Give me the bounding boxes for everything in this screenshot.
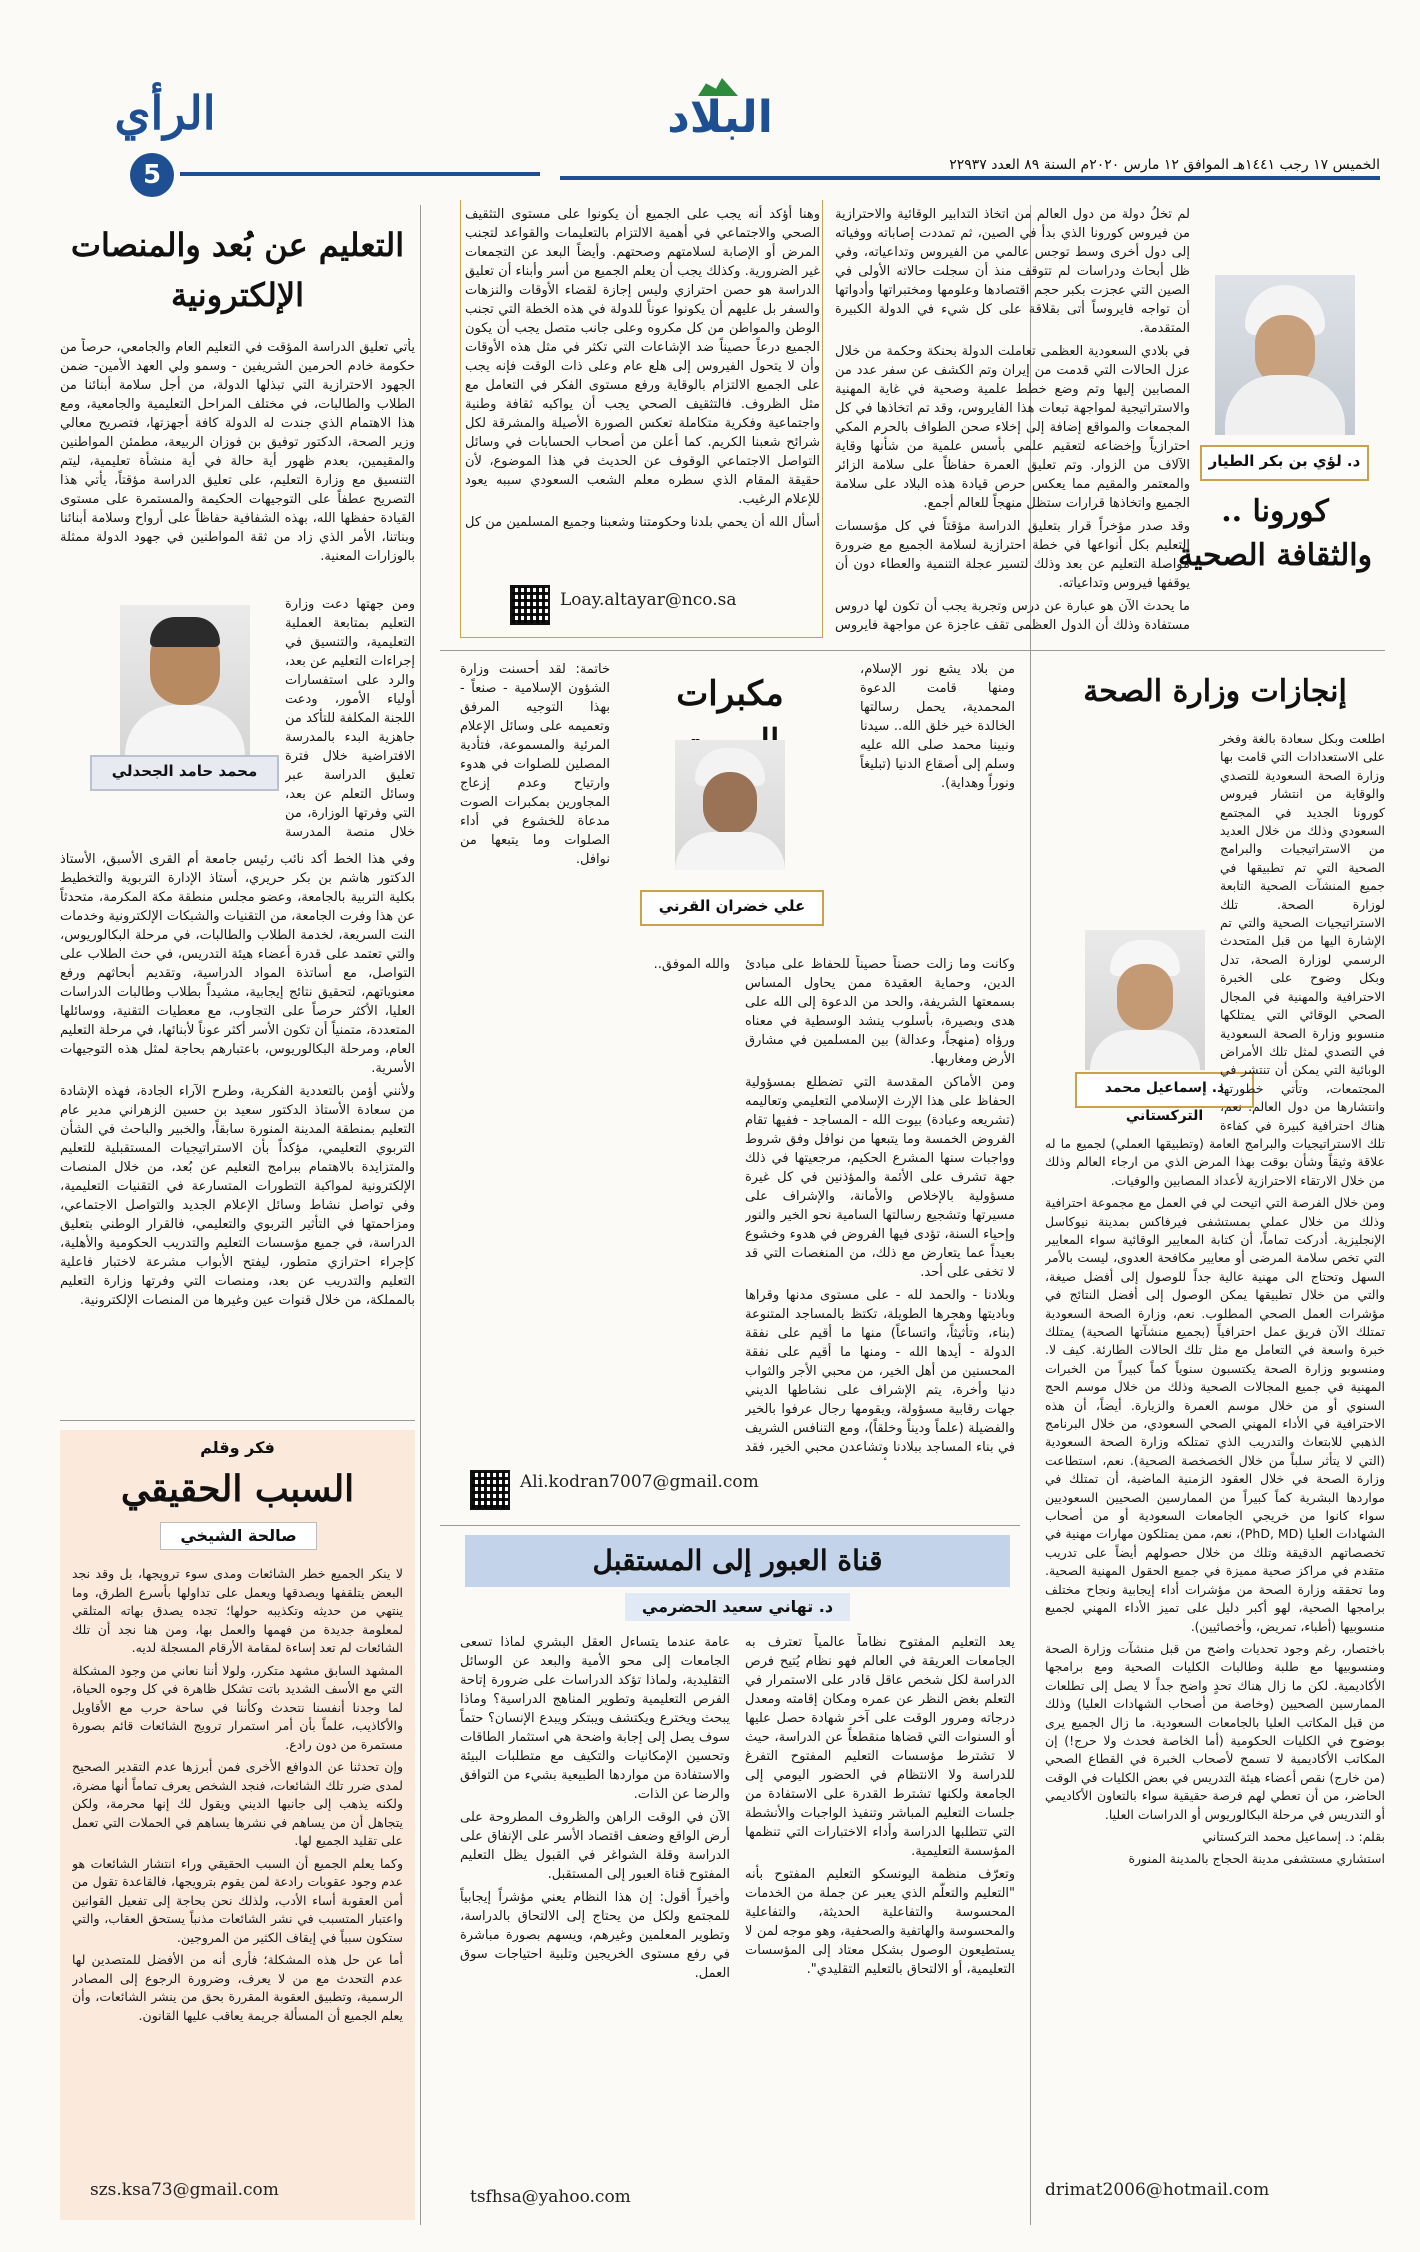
author-name: علي خضران القرني — [640, 890, 824, 926]
author-name: د. لؤي بن بكر الطيار — [1200, 445, 1369, 481]
article-body: يأتي تعليق الدراسة المؤقت في التعليم العام والجامعي، حرصاً من حكومة خادم الحرمين الشريفين - وسمو ولي العهد الأمين- ضمن الجهود الاحترازية التي تبذلها الدولة، من أجل سلامة أبنائنا من الطلاب والطالبات، في مختلف المراحل التعليمية والجامعية، ومع هذا الاهتمام الذي جندت له الدولة كافة أجهزتها، فتصريح معالي وزير الصحة، الدكتور توفيق بن فوزان الربيعة، مطمئن المواطنين والمقيمين، بعدم ظهور أية حالة في أية منشأة تعليمية، ليتم التنسيق مع وزارة التعليم، على تعليق الدراسة مؤقتاً، يأتي هذا التصريح عطفاً على التوجيهات الحكيمة والمستمرة على مستوى القيادة حفظها الله، بهذه الشفافية حفاظاً على أرواح وسلامة أبنائنا وبناتنا، الأمر الذي زاد من ثقة المواطنين في جهود الدولة ممثلة بالوزارات المعنية. — [60, 340, 415, 564]
author-photo — [120, 605, 250, 755]
author-email[interactable]: Loay.altayar@nco.sa — [560, 590, 737, 610]
author-photo — [675, 740, 785, 870]
column-divider — [420, 205, 421, 2225]
article-body: ومن جهتها دعت وزارة التعليم بمتابعة العملية التعليمية، والتنسيق في إجراءات التعليم عن بعد، والرد على استفسارات أولياء الأمور، ودعت اللجنة المكلفة للتأكد من جاهزية البدء بالمدرسة الافتراضية خلال فترة تعليق الدراسة عبر وسائل التعلم عن بعد، التي وفرتها الوزارة، من خلال منصة المدرسة — [285, 597, 415, 840]
article-body: وهنا أؤكد أنه يجب على الجميع أن يكونوا على مستوى التثقيف الصحي والاجتماعي في أهمية الالتزام بالتعليمات والقواعد لتجنب المرض أو الإصابة لسلامتهم وصحتهم. وأيضاً البعد عن التجمعات غير الضرورية. وكذلك يجب أن يعلم الجميع من أسر وأبناء أن تعليق الدراسة هو حصن احترازي وليس إجازة لقضاء الأوقات والنزهات والسفر بل عليهم أن يكونوا عوناً للدولة في هذه الخطة التي تجنب الوطن والمواطن من كل مكروه وعلى جانب متصل يجب أن يكون الجميع درعاً حصيناً ضد الإشاعات التي تكثر في مثل هذه الأوقات وأن لا يتحول الفيروس إلى هلع عام وعلى ذات الوقت فإنه يجب على الجميع الالتزام بالوقاية ورفع مستوى الفكر في التعامل مع مثل الظروف. فالتثقيف الصحي يجب أن يواكبه ثقافة وطنية واجتماعية وفكرية متكاملة تعكس الصورة الأصيلة والمشرقة لكل شرائح شعبنا الكريم. كما أعلن من أصحاب الحسابات في وسائل التواصل الاجتماعي الوقوف عن الحديث في هذا الموضوع، لأن حقيقة المقام الذي سطره معلم الشعب السعودي سببه يعود للإعلام الرغيب. أسأل الله أن يحمي بلدنا وحكومتنا وشعبنا وجميع المسلمين من كل — [465, 207, 820, 530]
author-name: د. إسماعيل محمد التركستاني — [1075, 1072, 1254, 1108]
article-loudspeakers — [460, 660, 1015, 1510]
dateline-bar — [40, 154, 1380, 178]
author-email[interactable]: szs.ksa73@gmail.com — [90, 2180, 279, 2200]
article-body: يعد التعليم المفتوح نظاماً عالمياً تعترف به الجامعات العريقة في العالم فهو نظام يُتيح فرص الدراسة لكل شخص عاقل قادر على الاستمرار في التعلم بغض النظر عن عمره ومكان إقامته ومعدل درجاته ومرور الوقت على آخر شهادة حصل عليها أو السنوات التي قضاها منقطعاً عن الدراسة، حيث لا تشترط مؤسسات التعليم المفتوح التفرغ للدراسة ولا الانتظام في الحضور اليومي إلى الجامعة ولكنها تشترط القدرة على الاستفادة من جلسات التعليم المباشر وتنفيذ الواجبات والأنشطة التي تتطلبها الدراسة وأداء الاختبارات التي تنظمها المؤسسة التعليمية. وتعرّف منظمة اليونسكو التعليم المفتوح بأنه "التعليم والتعلّم الذي يعبر عن جملة من الخدمات المحسوسة والتفاعلية الحديثة، والتفاعلية والمحسوسة والهاتفية والصحفية، وهو موجه لمن لا يستطيعون الوصول بشكل معتاد إلى المؤسسات التعليمية، أو الالتحاق بالتعليم التقليدي". — [745, 1635, 1015, 1977]
article-title: مكبرات — [676, 674, 784, 714]
article-body: عامة عندما يتساءل العقل البشري لماذا تسعى الجامعات إلى محو الأمية والبعد عن الوسائل التقليدية، ولماذا تؤكد الدراسات على ضرورة إتاحة الفرص التعليمية وتطوير المناهج الدراسية؟ وماذا يبحث ويخترع ويكتشف ويبتكر ويبدع الإنسان؟ حتماً سوف يصل إلى إجابة واضحة هي استثمار الطاقات وتحسين الإمكانيات والتكيف مع متطلبات البيئة والاستفادة من مواردها الطبيعية بشيء من التوافق والرضا عن الذات. الآن في الوقت الراهن والظروف المطروحة على أرض الواقع وضعف اقتصاد الأسر على الإنفاق على الدراسة وقلة الشواغر في القبول يظل التعليم المفتوح قناة العبور إلى المستقبل. وأخيراً أقول: إن هذا النظام يعني مؤشراً إيجابياً للمجتمع ولكل من يحتاج إلى الالتحاق بالدراسة، وتطوير المعلمين وغيرهم، ويسهم بصورة مباشرة في رفع مستوى الخريجين وتلبية احتياجات سوق العمل. — [460, 1635, 730, 1981]
masthead — [40, 58, 1380, 188]
article-open-learning — [460, 1535, 1015, 2225]
section-rule — [440, 650, 1385, 651]
author-email[interactable]: Ali.kodran7007@gmail.com — [520, 1472, 759, 1492]
author-name: صالحة الشيخي — [160, 1522, 317, 1550]
article-title: السبب الحقيقي — [120, 1468, 355, 1510]
article-body: لم تخلُ دولة من دول العالم من اتخاذ التدابير الوقائية والاحترازية من فيروس كورونا الذي بدأ في الصين، ثم تمددت إصاباته ووفياته إلى دول أخرى وسط توجس عالمي من الفيروس وتداعياته، وفي ظل أبحاث ودراسات لم تتوقف منذ أن سجلت حالاته الأولى في الصين التي عجزت بكبر حجم اقتصادها وعلومها ومختبراتها وأدواتها أن تواجه فايروساً أتى بقلاقة على كل شيء في الدولة الكبيرة المتقدمة. في بلادي السعودية العظمى تعاملت الدولة بحنكة وحكمة من خلال عزل الحالات التي قدمت من إيران وتم الكشف عن سفر عدد من المصابين إليها وتم وضع خطط علمية وصحية في غاية المهنية والاستراتيجية لمواجهة تبعات هذا الفايروس، وقد تم اتخاذها في كل المجمعات والمواقع إضافة إلى إخلاء صحن الطواف بالحرم المكي احترازياً وإخضاعه لتعقيم علمي بأسس علمية من شأنها وقاية الآلاف من الزوار. وتم تعليق العمرة حفاظاً على سلامة الزائر والمعتمر والمقيم مما يعكس حرص قيادة هذه البلاد على سلامة الجميع واتخاذها قرارات ستظل منهجاً للعالم أجمع. وقد صدر مؤخراً قرار بتعليق الدراسة مؤقتاً في كل مؤسسات التعليم بكل أنواعها في خطة احترازية لسلامة الجميع مع ضرورة مواصلة التعليم عن بعد وذلك لتسير عجلة التنمية والعطاء دون أن يوقفها فيروس وتداعياته. ما يحدث الآن هو عبارة عن درس وتجربة يجب أن تكون لها دروس مستفادة وذلك أن الدول العظمى تقف عاجزة عن مواجهة فايروس — [835, 207, 1190, 633]
article-distance-learning — [60, 210, 415, 1410]
section-rule — [440, 1525, 1020, 1526]
author-name: محمد حامد الجحدلي — [90, 755, 279, 791]
article-body: وكانت وما زالت حصناً حصيناً للحفاظ على مبادئ الدين، وحماية العقيدة ممن يحاول المساس بسمعتها الشريفة، والحد من الدعوة إلى الله على هدى وبصيرة، بأسلوب ينشد الوسطية في معناه ورؤاه (منهجاً، وعدالة) بين المسلمين في مشارق الأرض ومغاربها. ومن الأماكن المقدسة التي تضطلع بمسؤولية الحفاظ على هذا الإرث الإسلامي التعليمي وتعاليمه (تشريعه وعبادة) بيوت الله - المساجد - ففيها تقام الفروض الخمسة وما يتبعها من نوافل وفق شروط وواجبات سنها المشرع الحكيم، مرجعيتها في ذلك جهة تشرف على الأئمة والمؤذنين في كل غيرة مسؤولية بالإخلاص والأمانة، والإشراف على مسيرتها وتشجيع رسالتها السامية نحو الخير والنور وإحياء السنة، تؤدى فيها الفروض في هدوء وخشوع بعيداً عما يتعارض مع ذلك، من المنغصات التي قد لا تخفى على أحد. وبلادنا - والحمد لله - على مستوى مدنها وقراها وباديتها وهجرها الطويلة، تكتظ بالمساجد المتنوعة (بناء، وتأثيثاً، واتساعاً) منها ما أقيم على نفقة الدولة - أيدها الله - ومنها ما أقيم على نفقة المحسنين من أهل الخير، من محبي الأجر والثواب دنيا وأخرة، يتم الإشراف على نشاطها الديني جهات رقابية مسؤولة، ويقومها رجال عرفوا بالخير والفضيلة (علماً وديناً وخلقاً)، ومع التنافس الشريف في بناء المساجد ببلادنا وتشاعدن محبي الخير، فقد — [745, 957, 1015, 1455]
article-title: قناة العبور إلى المستقبل — [465, 1535, 1010, 1587]
article-corona — [465, 205, 1385, 635]
article-body: خاتمة: لقد أحسنت وزارة الشؤون الإسلامية - صنعاً - بهذا التوجيه المرفق وتعميمه على وسائل الإعلام المرئية والمسموعة، فتأدية المصلين للصلوات في هدوء وارتياح وعدم إزعاج المجاورين بمكبرات الصوت مدعاة للخشوع في أداء الصلوات وما يتبعها من نوافل. — [460, 662, 610, 867]
qr-code[interactable] — [470, 1470, 510, 1510]
section-title: الرأي — [114, 86, 216, 140]
author-photo — [1215, 275, 1355, 435]
article-body: لا ينكر الجميع خطر الشائعات ومدى سوء ترويجها، بل وقد نجد البعض يتلقفها ويصدقها ويعمل على تداولها بأسرع الطرق، وما ينتهي من حديثه وتكذيبه حولها؛ تجده يصدق بهاته المتلقي لمعلومة جديدة من فهمها والعمل بها، ومن هنا نجد أن تلك الشائعات لم تعد إساءة لمقامة الأرقام المسجلة لديه. المشهد السابق مشهد متكرر، ولولا أننا نعاني من وجود المشكلة التي مع الأسف الشديد باتت تشكل ظاهرة في كل وجوه الحياة، لما وجدنا أنفسنا نتحدث وكأننا في ساحة حرب مع الأقاويل والأكاذيب، علماً بأن أمر استمرار ترويج الشائعات قائم بصورة مستمرة من دون رادع. وإن تحدثنا عن الدوافع الأخرى فمن أبرزها عدم التقدير الصحيح لمدى ضرر تلك الشائعات، فنجد الشخص يعرف تماماً أنها مضرة، ولكنه يذهب إلى جانبها الديني ويقول لك إنها محرمة، ولكن يتجاهل أن من يساهم في نشرها يساهم في الحملات التي تعمل على تقليد الجميع لها. وكما يعلم الجميع أن السبب الحقيقي وراء انتشار الشائعات هو عدم وجود عقوبات رادعة لمن يقوم بترويجها، فالقاعدة تقول من أمن العقوبة أساء الأدب، ولذلك نحن بحاجة إلى تفعيل القوانين واعتبار المتسبب في نشر الشائعات مذنباً يستحق العقاب، والتي ستكون سبباً في إيقاف الكثير من المروجين. أما عن حل هذه المشكلة؛ فأرى أنه من الأفضل للمتصدين لها عدم التحدث مع من لا يعرف، وضرورة الرجوع إلى المصادر الرسمية، وتطبيق العقوبة المقررة بحق من ينشر الشائعات، وأن يعلم الجميع أن المسألة جريمة يعاقب عليها القانون. — [72, 1566, 403, 2023]
article-body: من بلاد يشع نور الإسلام، ومنها قامت الدعوة المحمدية، يحمل رسالتها الخالدة خير خلق الله.. سيدنا ونبينا محمد صلى الله عليه وسلم إلى أصقاع الدنيا (تبليغاً ونوراً وهداية). — [860, 662, 1015, 791]
author-email[interactable]: tsfhsa@yahoo.com — [470, 2187, 631, 2207]
article-health-ministry — [1045, 660, 1385, 2220]
article-title: كورونا .. والثقافة الصحية — [1177, 494, 1373, 573]
page-number: 5 — [130, 153, 174, 197]
newspaper-logo — [640, 78, 800, 148]
article-real-cause — [60, 1430, 415, 2220]
author-name: د. تهاني سعيد الحضرمي — [625, 1593, 850, 1621]
article-body: وفي هذا الخط أكد نائب رئيس جامعة أم القرى الأسبق، الأستاذ الدكتور هاشم بن بكر حريري، أستاذ الإدارة التربوية والتخطيط بكلية التربية بالجامعة، وعضو مجلس منطقة مكة المكرمة، متحدثاً عن هذا وفرت الجامعة، من التقنيات والشبكات الإلكترونية وخدمات النت السريعة، لخدمة الطلاب والطالبات، في مرحلة البكالوريوس، والتي تعتمد على قدرة أعضاء هيئة التدريس، في حث الطلاب على التواصل، مع أساتذة المواد الدراسية، وتقديم أبحاثهم ورفع معنوياتهم، لتحقيق نتائج إيجابية، مشيداً بطلاب وطالبات الدراسات العليا، الأكثر حرصاً على التجاوب، مع معطيات التقنية، ووسائلها المتعددة، متمنياً أن تكون الأسر أكثر عوناً لأبنائها، في مرحلة التعليم العام، ومرحلة البكالوريوس، باعتبارهم بحاجة لمثل هذه التوجيهات الأسرية. ولأنني أؤمن بالتعددية الفكرية، وطرح الآراء الجادة، فهذه الإشادة من سعادة الأستاذ الدكتور سعيد بن حسين الزهراني مدير عام التعليم بمنطقة المدينة المنورة سابقاً، والخبير والباحث في الشأن التربوي التعليمي، مؤكداً بأن الاستراتيجيات المستقبلية للتعليم والمتزايدة بالاهتمام ببرامج التعليم عن بُعد، من خلال المنصات الإلكترونية لمواكبة التطورات المتسارعة في التقنيات التعليمية، وفي تواصل نشاط وسائل الإعلام الجديد والتواصل الاجتماعي، ومزاحمتها في التأثير التربوي والتعليمي، فالقرار الوطني بتعليق الدراسة، في جميع مؤسسات التعليم والتدريب الحكومية والأهلية، كإجراء احترازي متطور، ليفتح الأبواب مشرعة لاختبار فاعلية التعليم والتدريب عن بعد، ومنصات التي وفرتها وزارة التعليم بالمملكة، من خلال قنوات عين وغيرها من المنصات الإلكترونية. — [60, 852, 415, 1308]
dateline-blue-rule — [180, 172, 540, 176]
article-body: اطلعت وبكل سعادة بالغة وفخر على الاستعدادات التي قامت بها وزارة الصحة السعودية للتصدي والوقاية من انتشار فيروس كورونا الجديد في المجتمع السعودي وذلك من خلال العديد من الاستراتيجيات والبرامج الصحية التي تم تطبيقها في جميع المنشآت الصحية التابعة لوزارة الصحة. تلك الاستراتيجيات الصحية والتي تم الإشارة اليها من قبل المتحدث الرسمي لوزارة الصحة، تدل وبكل وضوح على الخبرة الاحترافية والمهنية في المجال الصحي الوقائي التي يمتلكها منسوبو وزارة الصحة السعودية في التصدي لمثل تلك الأمراض الوبائية التي يمكن أن تنتشر في المجتمعات، وتأتي خطورتها وانتشارها من دول العالم. نعم، هناك احترافية كبيرة في كفاءة تلك الاستراتيجيات والبرامج العامة (وتطبيقها العملي) لجميع ما له علاقة وثيقاً وشأن بوقت بهذا المرض الذي من ارجاء العالم وذلك من خلال الارتقاء الاحترازية لأعداد المصابين والوفيات. ومن خلال الفرصة التي اتيحت لي في العمل مع مجموعة احترافية وذلك من خلال عملي بمستشفى فيرفاكس بمدينة نيوكاسل الإنجليزية. أدركت تماماً، أن كتابة المعايير الوقائية سواء المعايير التي تخص سلامة المرضى أو معايير مكافحة العدوى، ليست بالأمر السهل وتحتاج الى مهنية عالية جداً للوصول إلى أفضل صيغة، والتي من خلال تطبيقها يمكن الوصول إلى أفضل النتائج في مؤشرات العمل الصحي المطلوب. نعم، وزارة الصحة السعودية تمتلك الآن فريق عمل احترافياً (بجميع منشآتها الصحية) يمتلك خبرة واسعة في التعامل مع مثل تلك الحالات الطارئة. كيف لا. ومنسوبو وزارة الصحة يكتسبون سنوياً كماً كبيراً من الخبرات المهنية في جميع المجالات الصحية وذلك من خلال موسم الحج السنوي أو من خلال موسم العمرة والزيارة. أيضاً، أن هذه الاحترافية في الأداء المهني الصحي السعودي، من خلال البرنامج الذهبي للابتعاث والتدريب الذي تمتلكه وزارة الصحة السعودية (التي لا يتأثر سلباً من خلال الخصخصة الصحية). نعم، استطاعت وزارة الصحة في خلال العقود الزمنية الماضية، أن تمتلك في مواردها البشرية كماً كبيراً من الممارسين الصحيين السعوديين سواء كانوا من خريجي الجامعات السعودية أو من أصحاب الشهادات العليا (PhD, MD)، نعم، ممن يمتلكون مهارات مهنية في تخصصاتهم الدقيقة وتلك من خلال حصولهم أيضاً على تدريب متقدم في مراكز صحية مميزة في جميع الحقول المهنية الصحية. وما تحققه وزارة الصحة من مؤشرات أداء إيجابية ونجاح مختلف برامجها الصحية، لهو أكبر دليل على تميز الأداء المهني لجميع منسوبيها (أطباء، تمريض، وأخصائيين). باختصار، رغم وجود تحديات واضح من قبل منشآت وزارة الصحة ومنسوبيها مع طلبة وطالبات الكليات الصحية ومع برامجها الأكاديمية. لكن ما زال هناك تحدٍ واضح جداً لا يصل إلى تطلعات الممارسين الصحيين (وخاصة من أصحاب الشهادات العليا) وذلك من قبل المكاتب العليا بالجامعات السعودية. ما زال الجميع يرى بوضوح في الكليات الحكومية (أما الخاصة فحدث ولا حرج!) إن المكاتب الأكاديمية لا تسمح لأصحاب الخبرة في القطاع الصحي (من خارج) نقص أعضاء هيئة التدريس في بعض الكليات في الوقت الحاضر، من أن تعطي لهم فرصة حقيقية سواء بالتعاون الأكاديمي أو التدريس في مرحلة البكالوريوس أو الدراسات العليا. بقلم: د. إسماعيل محمد التركستاني استشاري مستشفى مدينة الحجاج بالمدينة المنورة — [1045, 731, 1385, 1867]
article-title: التعليم عن بُعد والمنصات الإلكترونية — [70, 226, 405, 314]
section-rule — [60, 1420, 415, 1421]
qr-code[interactable] — [510, 585, 550, 625]
article-title: إنجازات وزارة الصحة — [1083, 674, 1347, 709]
author-email[interactable]: drimat2006@hotmail.com — [1045, 2180, 1270, 2200]
column-kicker: فكر وقلم — [200, 1438, 275, 1457]
article-body: والله الموفق.. — [653, 957, 730, 972]
dateline-text: الخميس ١٧ رجب ١٤٤١هـ الموافق ١٢ مارس ٢٠٢٠م السنة ٨٩ العدد ٢٢٩٣٧ — [560, 154, 1380, 180]
logo-text: البلاد — [667, 92, 773, 143]
